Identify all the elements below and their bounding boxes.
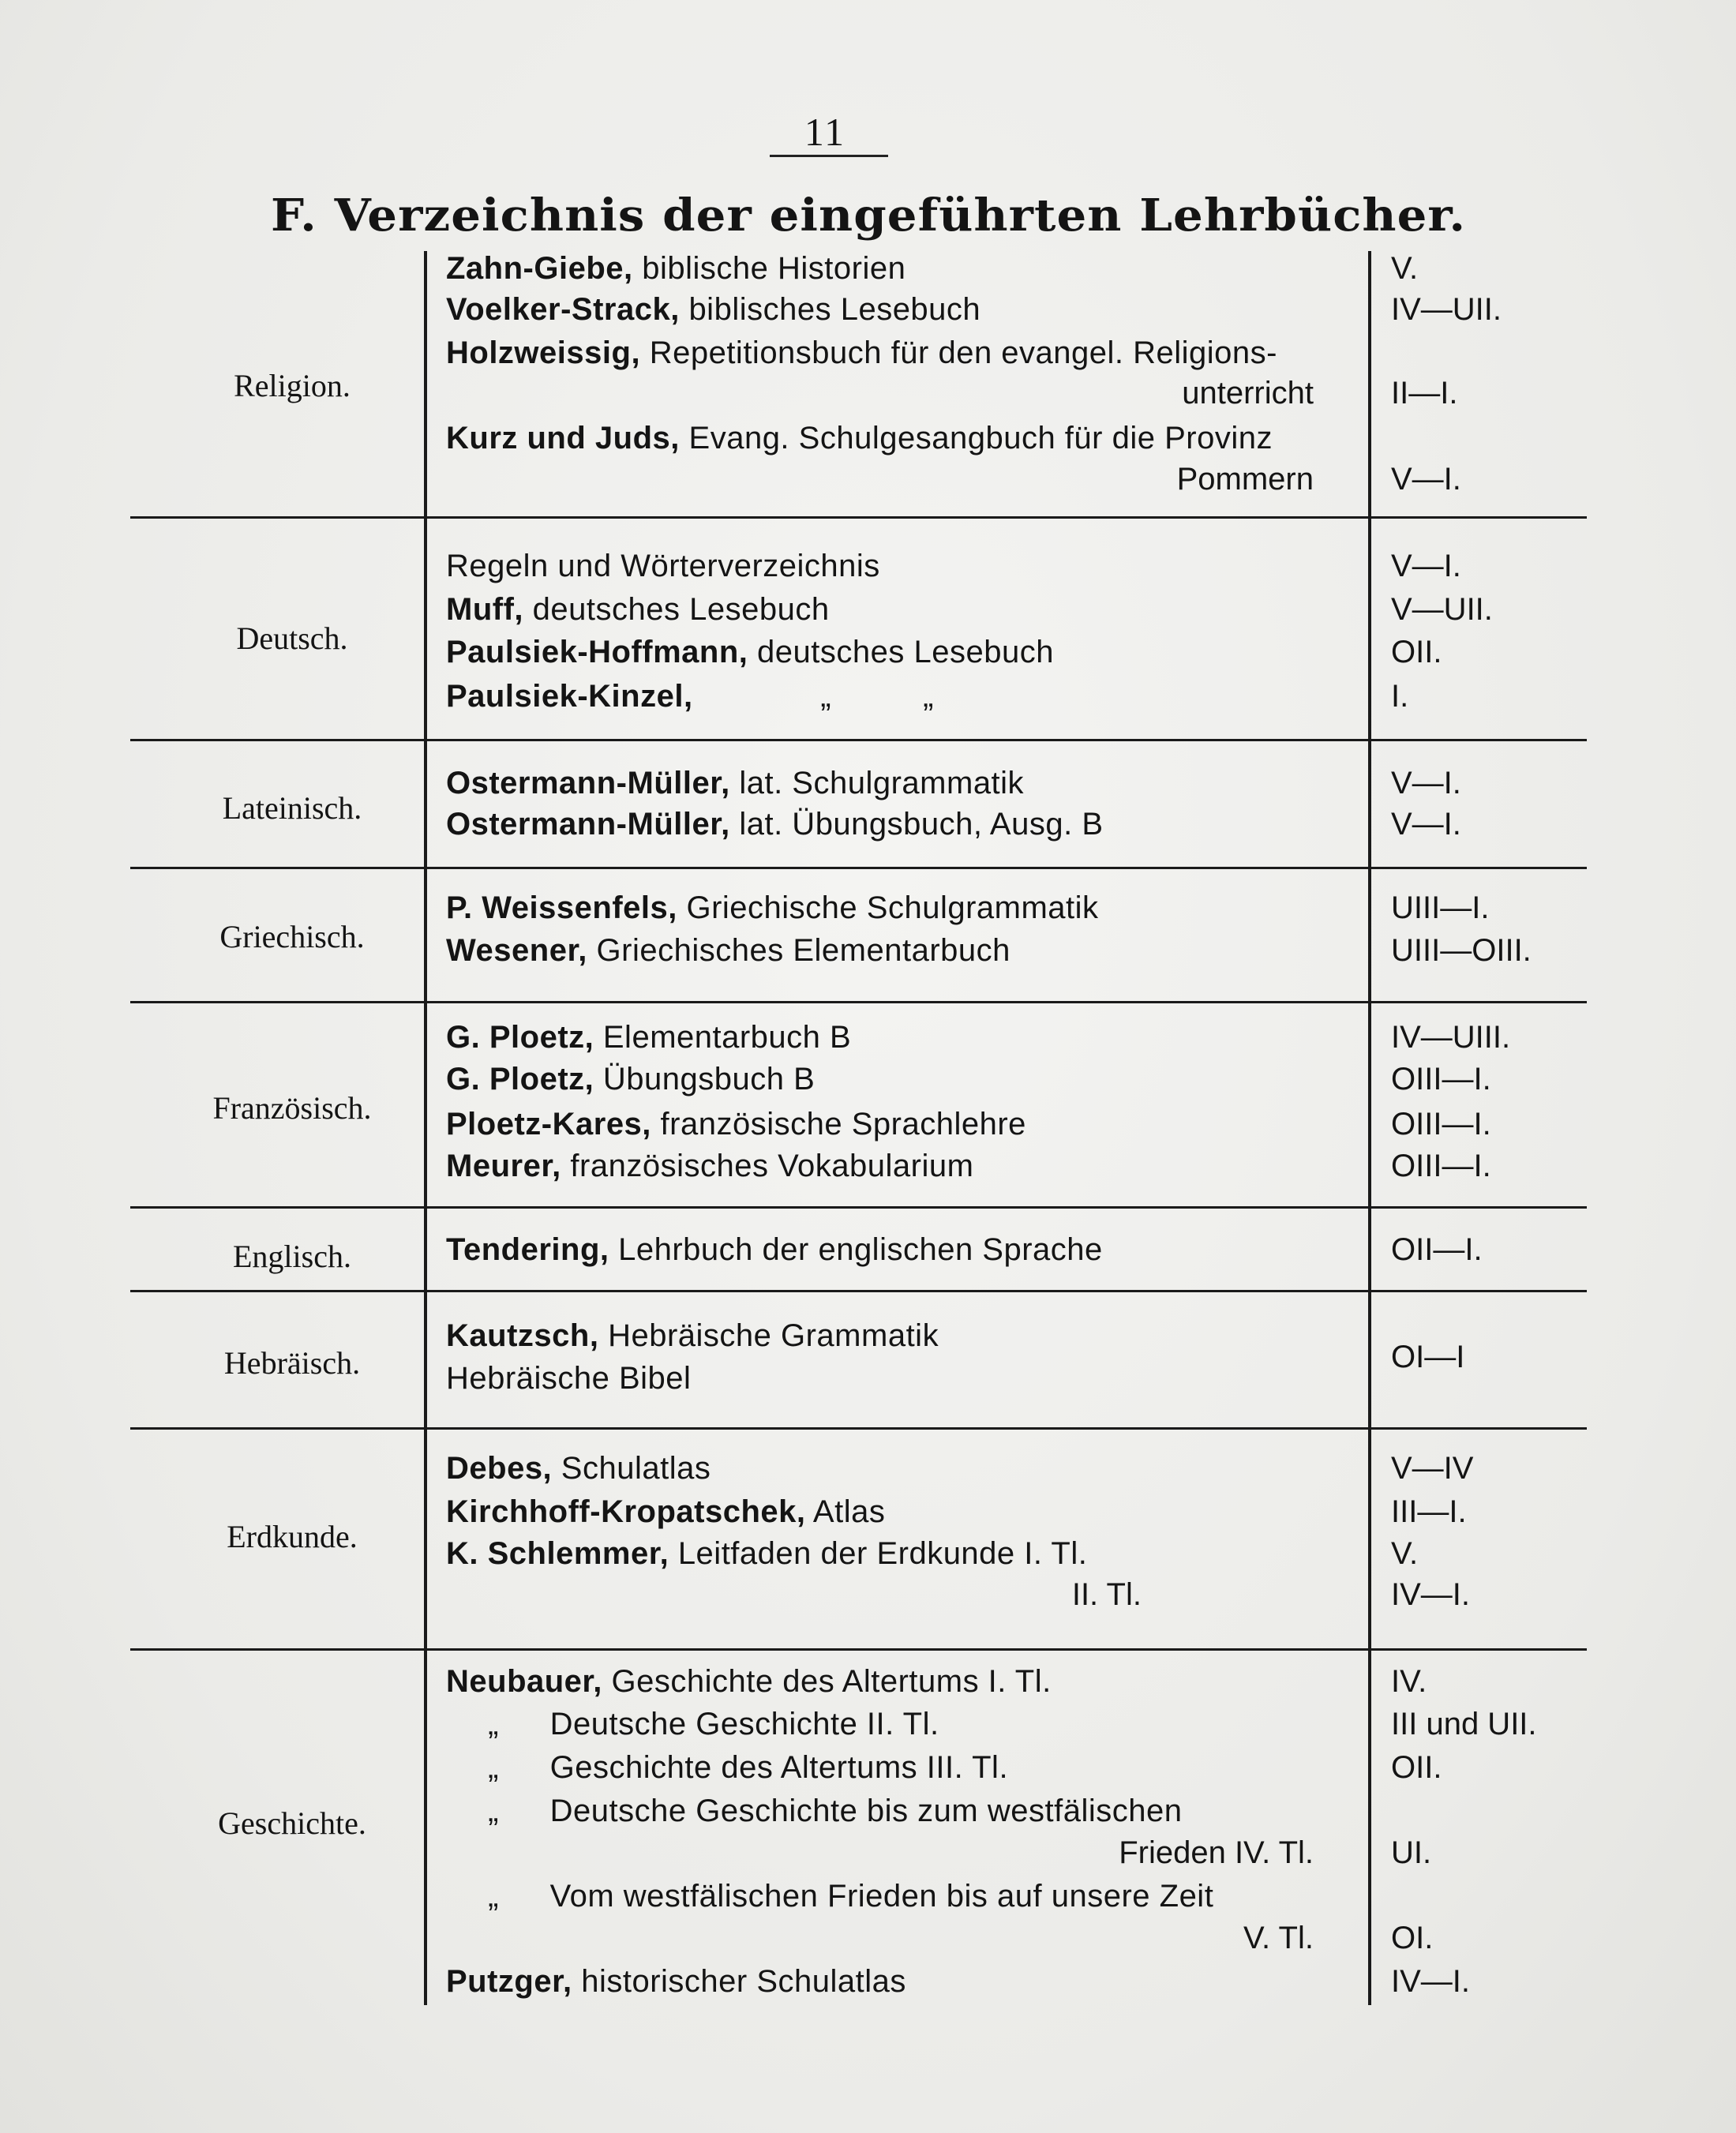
- geschichte-entry-5-title: Vom westfälischen Frieden bis auf unsere Zeit: [549, 1879, 1214, 1914]
- lateinisch-entry-1: [446, 766, 1024, 801]
- table-column-divider-right: [1368, 251, 1371, 2005]
- franzoesisch-entry-2-title: Übungsbuch B: [602, 1062, 816, 1096]
- erdkunde-entry-2-title: Atlas: [812, 1494, 886, 1529]
- erdkunde-entry-4-title: II. Tl.: [1071, 1577, 1142, 1612]
- religion-entry-3-classes: II—I.: [1391, 376, 1458, 410]
- subject-deutsch: Deutsch.: [236, 620, 348, 656]
- erdkunde-entry-1-classes: V—IV: [1391, 1451, 1474, 1486]
- geschichte-entry-5: [446, 1879, 1213, 1914]
- deutsch-entry-3-title: deutsches Lesebuch: [757, 635, 1054, 669]
- geschichte-entry-5-ditto: „: [488, 1879, 499, 1914]
- deutsch-entry-4-ditto: „ „: [820, 679, 934, 714]
- deutsch-entry-3: [446, 635, 1054, 670]
- religion-entry-3: [446, 336, 1277, 371]
- deutsch-entry-2-author: Muff,: [446, 592, 524, 627]
- table-column-divider-left: [424, 251, 427, 2005]
- franzoesisch-entry-1-title: Elementarbuch B: [602, 1020, 852, 1055]
- religion-entry-4-classes: V—I.: [1391, 462, 1461, 497]
- deutsch-entry-4-author: Paulsiek-Kinzel,: [446, 679, 693, 714]
- row-divider-englisch: [130, 1290, 1587, 1292]
- subject-erdkunde: Erdkunde.: [227, 1519, 358, 1554]
- erdkunde-entry-3-title: Leitfaden der Erdkunde I. Tl.: [677, 1536, 1088, 1571]
- erdkunde-entry-2-classes: III—I.: [1391, 1494, 1467, 1529]
- geschichte-entry-4-classes: UI.: [1391, 1835, 1432, 1870]
- geschichte-entry-6-classes: IV—I.: [1391, 1964, 1471, 1999]
- hebraeisch-entry-2: [446, 1361, 691, 1396]
- subject-religion: Religion.: [234, 368, 351, 403]
- geschichte-entry-6-title: historischer Schulatlas: [581, 1964, 906, 1999]
- religion-entry-4-title: Evang. Schulgesangbuch für die Provinz: [688, 421, 1273, 455]
- griechisch-entry-2-title: Griechisches Elementarbuch: [596, 933, 1010, 968]
- religion-entry-3-title: Repetitionsbuch für den evangel. Religions-: [649, 336, 1277, 370]
- erdkunde-entry-4-classes: IV—I.: [1391, 1577, 1471, 1612]
- franzoesisch-entry-3-author: Ploetz-Kares,: [446, 1107, 651, 1141]
- geschichte-entry-5-classes: OI.: [1391, 1921, 1434, 1955]
- erdkunde-entry-2-author: Kirchhoff-Kropatschek,: [446, 1494, 806, 1529]
- subject-griechisch: Griechisch.: [219, 919, 365, 954]
- religion-entry-2-classes: IV—UII.: [1391, 292, 1502, 327]
- deutsch-entry-1: [446, 549, 880, 584]
- erdkunde-entry-3-author: K. Schlemmer,: [446, 1536, 669, 1571]
- religion-entry-2: [446, 292, 980, 328]
- franzoesisch-entry-1: [446, 1020, 851, 1055]
- deutsch-entry-3-classes: OII.: [1391, 635, 1442, 669]
- hebraeisch-entry-2-title: Hebräische Bibel: [446, 1361, 692, 1396]
- erdkunde-entry-3-classes: V.: [1391, 1536, 1419, 1571]
- geschichte-entry-1: [446, 1664, 1052, 1700]
- hebraeisch-entry-1-title: Hebräische Grammatik: [608, 1318, 939, 1353]
- geschichte-entry-1-classes: IV.: [1391, 1664, 1427, 1699]
- geschichte-entry-2-title: Deutsche Geschichte II. Tl.: [549, 1707, 939, 1741]
- row-divider-franzoesisch: [130, 1206, 1587, 1209]
- franzoesisch-entry-3-title: französische Sprachlehre: [660, 1107, 1026, 1141]
- lateinisch-entry-1-title: lat. Schulgrammatik: [739, 766, 1025, 800]
- row-divider-griechisch: [130, 1001, 1587, 1003]
- franzoesisch-entry-4-classes: OIII—I.: [1391, 1149, 1491, 1183]
- franzoesisch-entry-2-author: G. Ploetz,: [446, 1062, 594, 1096]
- franzoesisch-entry-4-author: Meurer,: [446, 1149, 561, 1183]
- geschichte-entry-4-ditto: „: [488, 1794, 499, 1828]
- geschichte-entry-2-classes: III und UII.: [1391, 1707, 1537, 1741]
- franzoesisch-entry-3-classes: OIII—I.: [1391, 1107, 1491, 1141]
- page-number: 11: [804, 110, 846, 154]
- deutsch-entry-4: [446, 679, 934, 714]
- griechisch-entry-2: [446, 933, 1010, 969]
- franzoesisch-entry-1-author: G. Ploetz,: [446, 1020, 594, 1055]
- erdkunde-entry-2: [446, 1494, 885, 1530]
- row-divider-hebraeisch: [130, 1427, 1587, 1430]
- subject-englisch: Englisch.: [233, 1239, 351, 1274]
- griechisch-entry-1-author: P. Weissenfels,: [446, 890, 677, 925]
- griechisch-entry-1-title: Griechische Schulgrammatik: [686, 890, 1099, 925]
- subject-franzoesisch: Französisch.: [212, 1090, 372, 1126]
- franzoesisch-entry-4-title: französisches Vokabularium: [570, 1149, 974, 1183]
- franzoesisch-entry-1-classes: IV—UIII.: [1391, 1020, 1511, 1055]
- geschichte-entry-6: [446, 1964, 906, 2000]
- row-divider-lateinisch: [130, 867, 1587, 869]
- lateinisch-entry-2: [446, 807, 1104, 842]
- deutsch-entry-2: [446, 592, 830, 628]
- religion-entry-1-classes: V.: [1391, 251, 1419, 286]
- religion-entry-3-continuation: unterricht: [1182, 376, 1314, 410]
- lateinisch-entry-1-classes: V—I.: [1391, 766, 1461, 800]
- geschichte-entry-2-ditto: „: [488, 1707, 499, 1741]
- griechisch-entry-2-classes: UIII—OIII.: [1391, 933, 1532, 968]
- geschichte-entry-3: [446, 1750, 1008, 1786]
- griechisch-entry-1: [446, 890, 1099, 926]
- geschichte-entry-5-continuation: V. Tl.: [1243, 1921, 1314, 1955]
- deutsch-entry-4-classes: I.: [1391, 679, 1409, 714]
- religion-entry-4-continuation: Pommern: [1176, 462, 1314, 497]
- geschichte-entry-4-title: Deutsche Geschichte bis zum westfälischen: [549, 1794, 1183, 1828]
- franzoesisch-entry-4: [446, 1149, 973, 1184]
- row-divider-deutsch: [130, 739, 1587, 741]
- row-divider-religion: [130, 516, 1587, 519]
- erdkunde-entry-3: [446, 1536, 1087, 1572]
- subject-geschichte: Geschichte.: [218, 1805, 366, 1841]
- religion-entry-1-title: biblische Historien: [642, 251, 906, 286]
- geschichte-entry-3-ditto: „: [488, 1750, 499, 1785]
- geschichte-entry-3-classes: OII.: [1391, 1750, 1442, 1785]
- lateinisch-entry-2-author: Ostermann-Müller,: [446, 807, 730, 842]
- geschichte-entry-6-author: Putzger,: [446, 1964, 572, 1999]
- religion-entry-1-author: Zahn-Giebe,: [446, 251, 633, 286]
- religion-entry-1: [446, 251, 905, 287]
- englisch-entry-1: [446, 1232, 1103, 1268]
- religion-entry-2-author: Voelker-Strack,: [446, 292, 680, 327]
- erdkunde-entry-1-title: Schulatlas: [561, 1451, 711, 1486]
- section-heading: F. Verzeichnis der eingeführten Lehrbücher.: [270, 189, 1467, 242]
- franzoesisch-entry-2-classes: OIII—I.: [1391, 1062, 1491, 1096]
- erdkunde-entry-1-author: Debes,: [446, 1451, 553, 1486]
- religion-entry-4: [446, 421, 1273, 456]
- franzoesisch-entry-2: [446, 1062, 815, 1097]
- geschichte-entry-2: [446, 1707, 939, 1742]
- geschichte-entry-1-author: Neubauer,: [446, 1664, 602, 1699]
- deutsch-entry-1-title: Regeln und Wörterverzeichnis: [446, 549, 880, 583]
- englisch-entry-1-author: Tendering,: [446, 1232, 609, 1267]
- griechisch-entry-2-author: Wesener,: [446, 933, 587, 968]
- subject-lateinisch: Lateinisch.: [222, 790, 362, 826]
- englisch-entry-1-title: Lehrbuch der englischen Sprache: [618, 1232, 1103, 1267]
- religion-entry-4-author: Kurz und Juds,: [446, 421, 680, 455]
- hebraeisch-entry-1: [446, 1318, 939, 1354]
- row-divider-erdkunde: [130, 1648, 1587, 1651]
- erdkunde-entry-1: [446, 1451, 711, 1486]
- religion-entry-3-author: Holzweissig,: [446, 336, 641, 370]
- lateinisch-entry-2-title: lat. Übungsbuch, Ausg. B: [739, 807, 1104, 842]
- geschichte-entry-3-title: Geschichte des Altertums III. Tl.: [549, 1750, 1009, 1785]
- deutsch-entry-2-title: deutsches Lesebuch: [532, 592, 830, 627]
- page-number-rule: [770, 155, 888, 157]
- englisch-entry-1-classes: OII—I.: [1391, 1232, 1483, 1267]
- deutsch-entry-1-classes: V—I.: [1391, 549, 1461, 583]
- hebraeisch-entry-1-author: Kautzsch,: [446, 1318, 599, 1353]
- griechisch-entry-1-classes: UIII—I.: [1391, 890, 1490, 925]
- deutsch-entry-3-author: Paulsiek-Hoffmann,: [446, 635, 748, 669]
- lateinisch-entry-1-author: Ostermann-Müller,: [446, 766, 730, 800]
- hebraeisch-classes: OI—I: [1391, 1340, 1465, 1374]
- geschichte-entry-4-continuation: Frieden IV. Tl.: [1119, 1835, 1314, 1870]
- geschichte-entry-4: [446, 1794, 1182, 1829]
- subject-hebraeisch: Hebräisch.: [223, 1345, 361, 1381]
- geschichte-entry-1-title: Geschichte des Altertums I. Tl.: [611, 1664, 1052, 1699]
- lateinisch-entry-2-classes: V—I.: [1391, 807, 1461, 842]
- franzoesisch-entry-3: [446, 1107, 1026, 1142]
- deutsch-entry-2-classes: V—UII.: [1391, 592, 1493, 627]
- religion-entry-2-title: biblisches Lesebuch: [688, 292, 981, 327]
